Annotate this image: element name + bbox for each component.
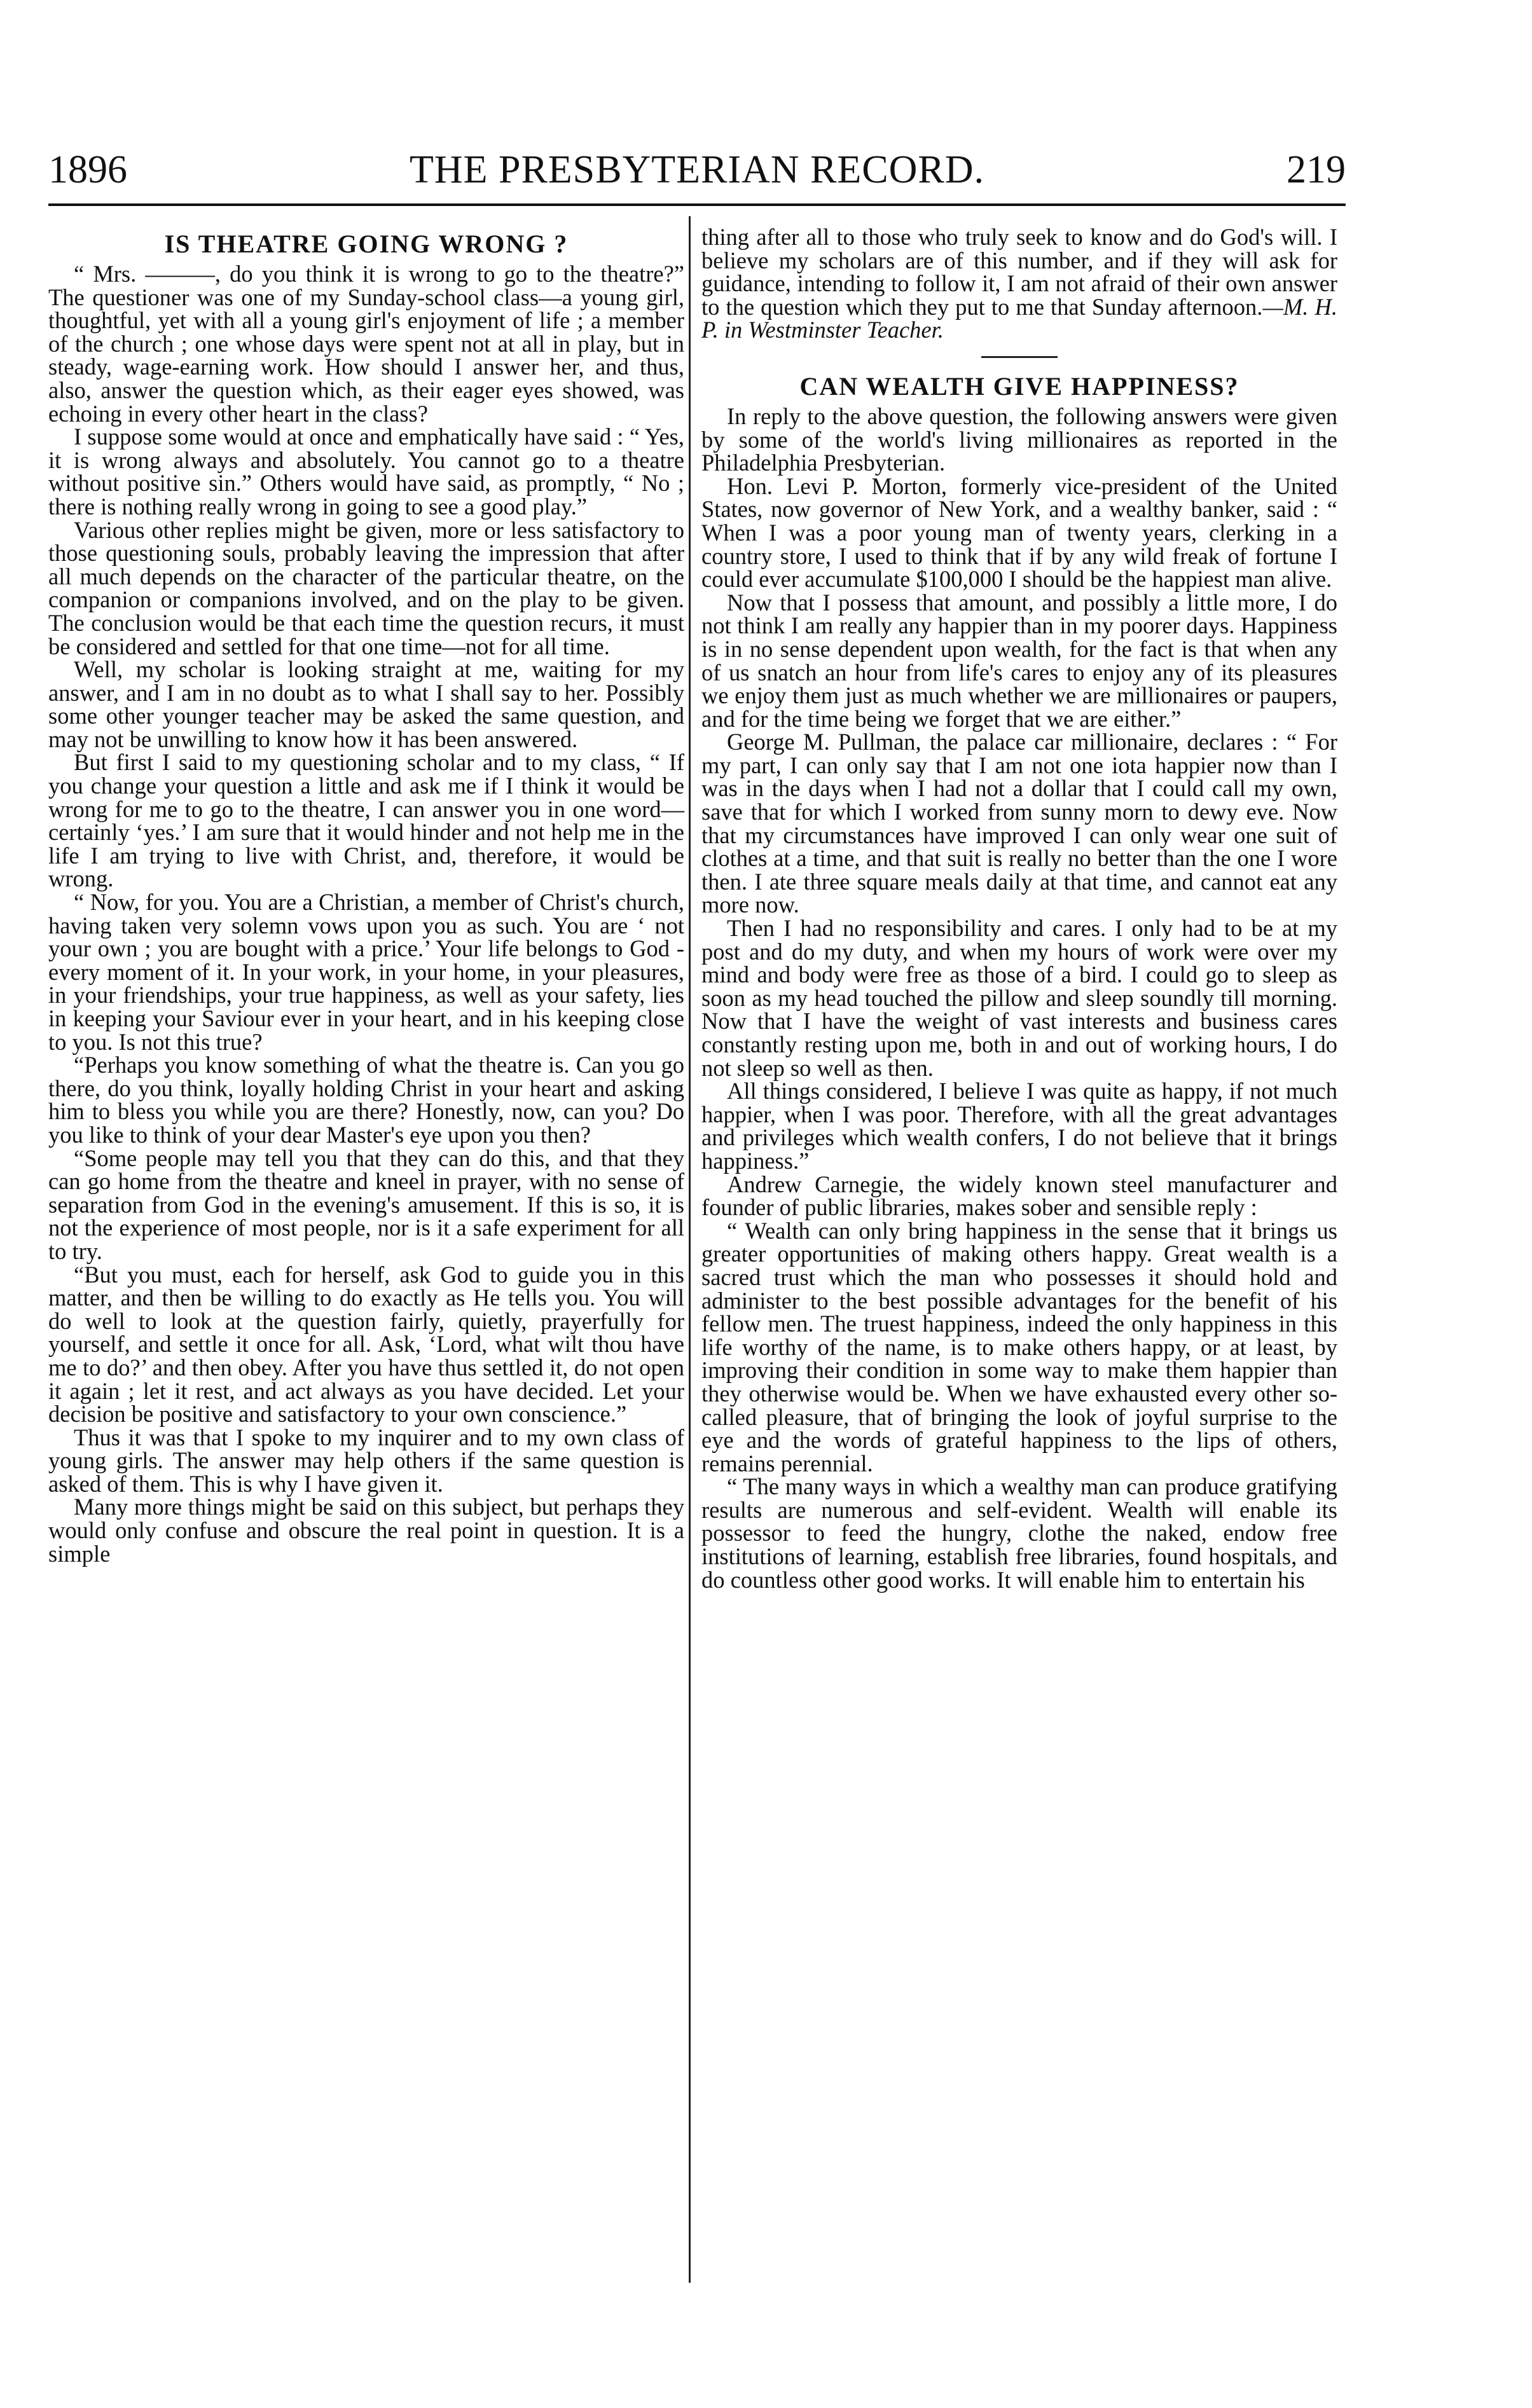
column-divider xyxy=(689,216,691,2283)
paragraph: Now that I possess that amount, and possibly a little more, I do not think I am really any happier than in my poorer days. Happiness is in no sense dependent upon wealth, for the fact is that when any of us snatch an hour from life's cares to enjoy any of its pleasures we enjoy them just as much whether we are millionaires or paupers, and for the time being we forget that we are either.” xyxy=(701,589,1337,732)
paragraph: In reply to the above question, the following answers were given by some of the world's living millionaires as reported in the Philadelphia Presbyterian. xyxy=(701,402,1337,476)
paragraph: All things considered, I believe I was quite as happy, if not much happier, when I was poor. Therefore, with all the great advantages and privileges which wealth confers, I do not believe that it brings happiness.” xyxy=(701,1078,1337,1174)
paragraph: Hon. Levi P. Morton, formerly vice-president of the United States, now governor of New York, and a wealthy banker, said : “ When I was a poor young man of twenty years, clerking in a country store, I used to think that if by any wild freak of fortune I could ever accumulate $100,000 I should be the happiest man alive. xyxy=(701,472,1337,593)
header-year: 1896 xyxy=(48,148,127,191)
paragraph: Various other replies might be given, more or less satisfactory to those questioning souls, probably leaving the impression that after all much depends on the character of the particular theatre, on the companion or companions involved, and on the play to be given. The conclusion would be that each time the question recurs, it must be considered and settled for that one time—not for all time. xyxy=(48,516,684,659)
header-rule xyxy=(48,203,1346,206)
paragraph: “But you must, each for herself, ask God to guide you in this matter, and then be willing to do exactly as He tells you. You will do well to look at the question fairly, quietly, prayerfully for yourself, and settle it once for all. Ask, ‘Lord, what wilt thou have me to do?’ and then obey. After you have thus settled it, do not open it again ; let it rest, and act always as you have decided. Let your decision be positive and satisfactory to your own conscience.” xyxy=(48,1261,684,1428)
attribution: —M. H. P. in Westminster Teacher. xyxy=(701,293,1337,343)
paragraph: George M. Pullman, the palace car millionaire, declares : “ For my part, I can only say that I am not one iota happier now than I was in the days when I had not a dollar that I could call my own, save that for which I worked from sunny morn to dewy eve. Now that my circumstances have improved I can only wear one suit of clothes at a time, and that suit is really no better than the one I wore then. I ate three square meals daily at that time, and cannot eat any more now. xyxy=(701,729,1337,918)
paragraph: Then I had no responsibility and cares. I only had to be at my post and do my duty, and when my hours of work were over my mind and body were free as those of a bird. I could go to sleep as soon as my head touched the pillow and sleep soundly till morning. Now that I have the weight of vast interests and business cares constantly resting upon me, both in and out of working hours, I do not sleep so well as then. xyxy=(701,915,1337,1081)
running-header xyxy=(48,148,1346,192)
page-number: 219 xyxy=(1287,148,1346,191)
section-rule xyxy=(981,356,1058,358)
article-heading-wealth: CAN WEALTH GIVE HAPPINESS? xyxy=(799,371,1239,401)
paragraph: But first I said to my questioning scholar and to my class, “ If you change your question a little and ask me if I think it would be wrong for me to go to the theatre, I can answer you in one word—certainly ‘yes.’ I am sure that it would hinder and not help me in the life I am trying to live with Christ, and, therefore, it would be wrong. xyxy=(48,749,684,892)
article-heading-theatre: IS THEATRE GOING WRONG ? xyxy=(164,230,569,258)
continued-paragraph xyxy=(701,226,1337,342)
continued-text: thing after all to those who truly seek to know and do God's will. I believe my scholars are of this number, and if they will ask for guidance, intending to follow it, I am not afraid of their own answer to the question which they put to me that Sunday afternoon. xyxy=(701,224,1337,320)
paragraph: Thus it was that I spoke to my inquirer and to my own class of young girls. The answer may help others if the same question is asked of them. This is why I have given it. xyxy=(48,1424,684,1497)
paragraph: Andrew Carnegie, the widely known steel manufacturer and founder of public libraries, makes sober and sensible reply : xyxy=(701,1171,1337,1221)
paragraph: “ Mrs. ———, do you think it is wrong to go to the theatre?” The questioner was one of my Sunday-school class—a young girl, thoughtful, yet with all a young girl's enjoyment of life ; a member of the church ; one whose days were spent not at all in play, but in steady, wage-earning work. How should I answer her, and thus, also, answer the question which, as their eager eyes showed, was echoing in every other heart in the class? xyxy=(48,261,684,427)
paragraph: “Some people may tell you that they can do this, and that they can go home from the theatre and kneel in prayer, with no sense of separation from God in the evening's amusement. If this is so, it is not the experience of most people, nor is it a safe experiment for all to try. xyxy=(48,1145,684,1264)
left-column xyxy=(48,226,684,1565)
paragraph: “Perhaps you know something of what the theatre is. Can you go there, do you think, loyally holding Christ in your heart and asking him to bless you while you are there? Honestly, now, can you? Do you like to think of your dear Master's eye upon you then? xyxy=(48,1052,684,1148)
paragraph: Many more things might be said on this subject, but perhaps they would only confuse and obscure the real point in question. It is a simple xyxy=(48,1494,684,1567)
publication-title: THE PRESBYTERIAN RECORD. xyxy=(409,148,985,191)
right-column xyxy=(701,226,1337,1592)
paragraph: “ Now, for you. You are a Christian, a member of Christ's church, having taken very solemn vows upon you as such. You are ‘ not your own ; you are bought with a price.’ Your life belongs to God -every moment of it. In your work, in your home, in your pleasures, in your friendships, your true happiness, as well as your safety, lies in keeping your Saviour ever in your heart, and in his keeping close to you. Is not this true? xyxy=(48,889,684,1055)
paragraph: “ The many ways in which a wealthy man can produce gratifying results are numerous and self-evident. Wealth will enable its possessor to feed the hungry, clothe the naked, endow free institutions of learning, establish free libraries, found hospitals, and do countless other good works. It will enable him to entertain his xyxy=(701,1473,1337,1593)
paragraph: I suppose some would at once and emphatically have said : “ Yes, it is wrong always and absolutely. You cannot go to a theatre without positive sin.” Others would have said, as promptly, “ No ; there is nothing really wrong in going to see a good play.” xyxy=(48,423,684,519)
paragraph: “ Wealth can only bring happiness in the sense that it brings us greater opportunities of making others happy. Great wealth is a sacred trust which the man who possesses it should hold and administer to the best possible advantages for the benefit of his fellow men. The truest happiness, indeed the only happiness in this life worthy of the name, is to make others happy, or at least, by improving their condition in some way to make them happier than they otherwise would be. When we have exhausted every other so-called pleasure, that of bringing the look of joyful surprise to the eye and the words of grateful happiness to the lips of others, remains perennial. xyxy=(701,1217,1337,1476)
paragraph: Well, my scholar is looking straight at me, waiting for my answer, and I am in no doubt as to what I shall say to her. Possibly some other younger teacher may be asked the same question, and may not be unwilling to know how it has been answered. xyxy=(48,656,684,752)
